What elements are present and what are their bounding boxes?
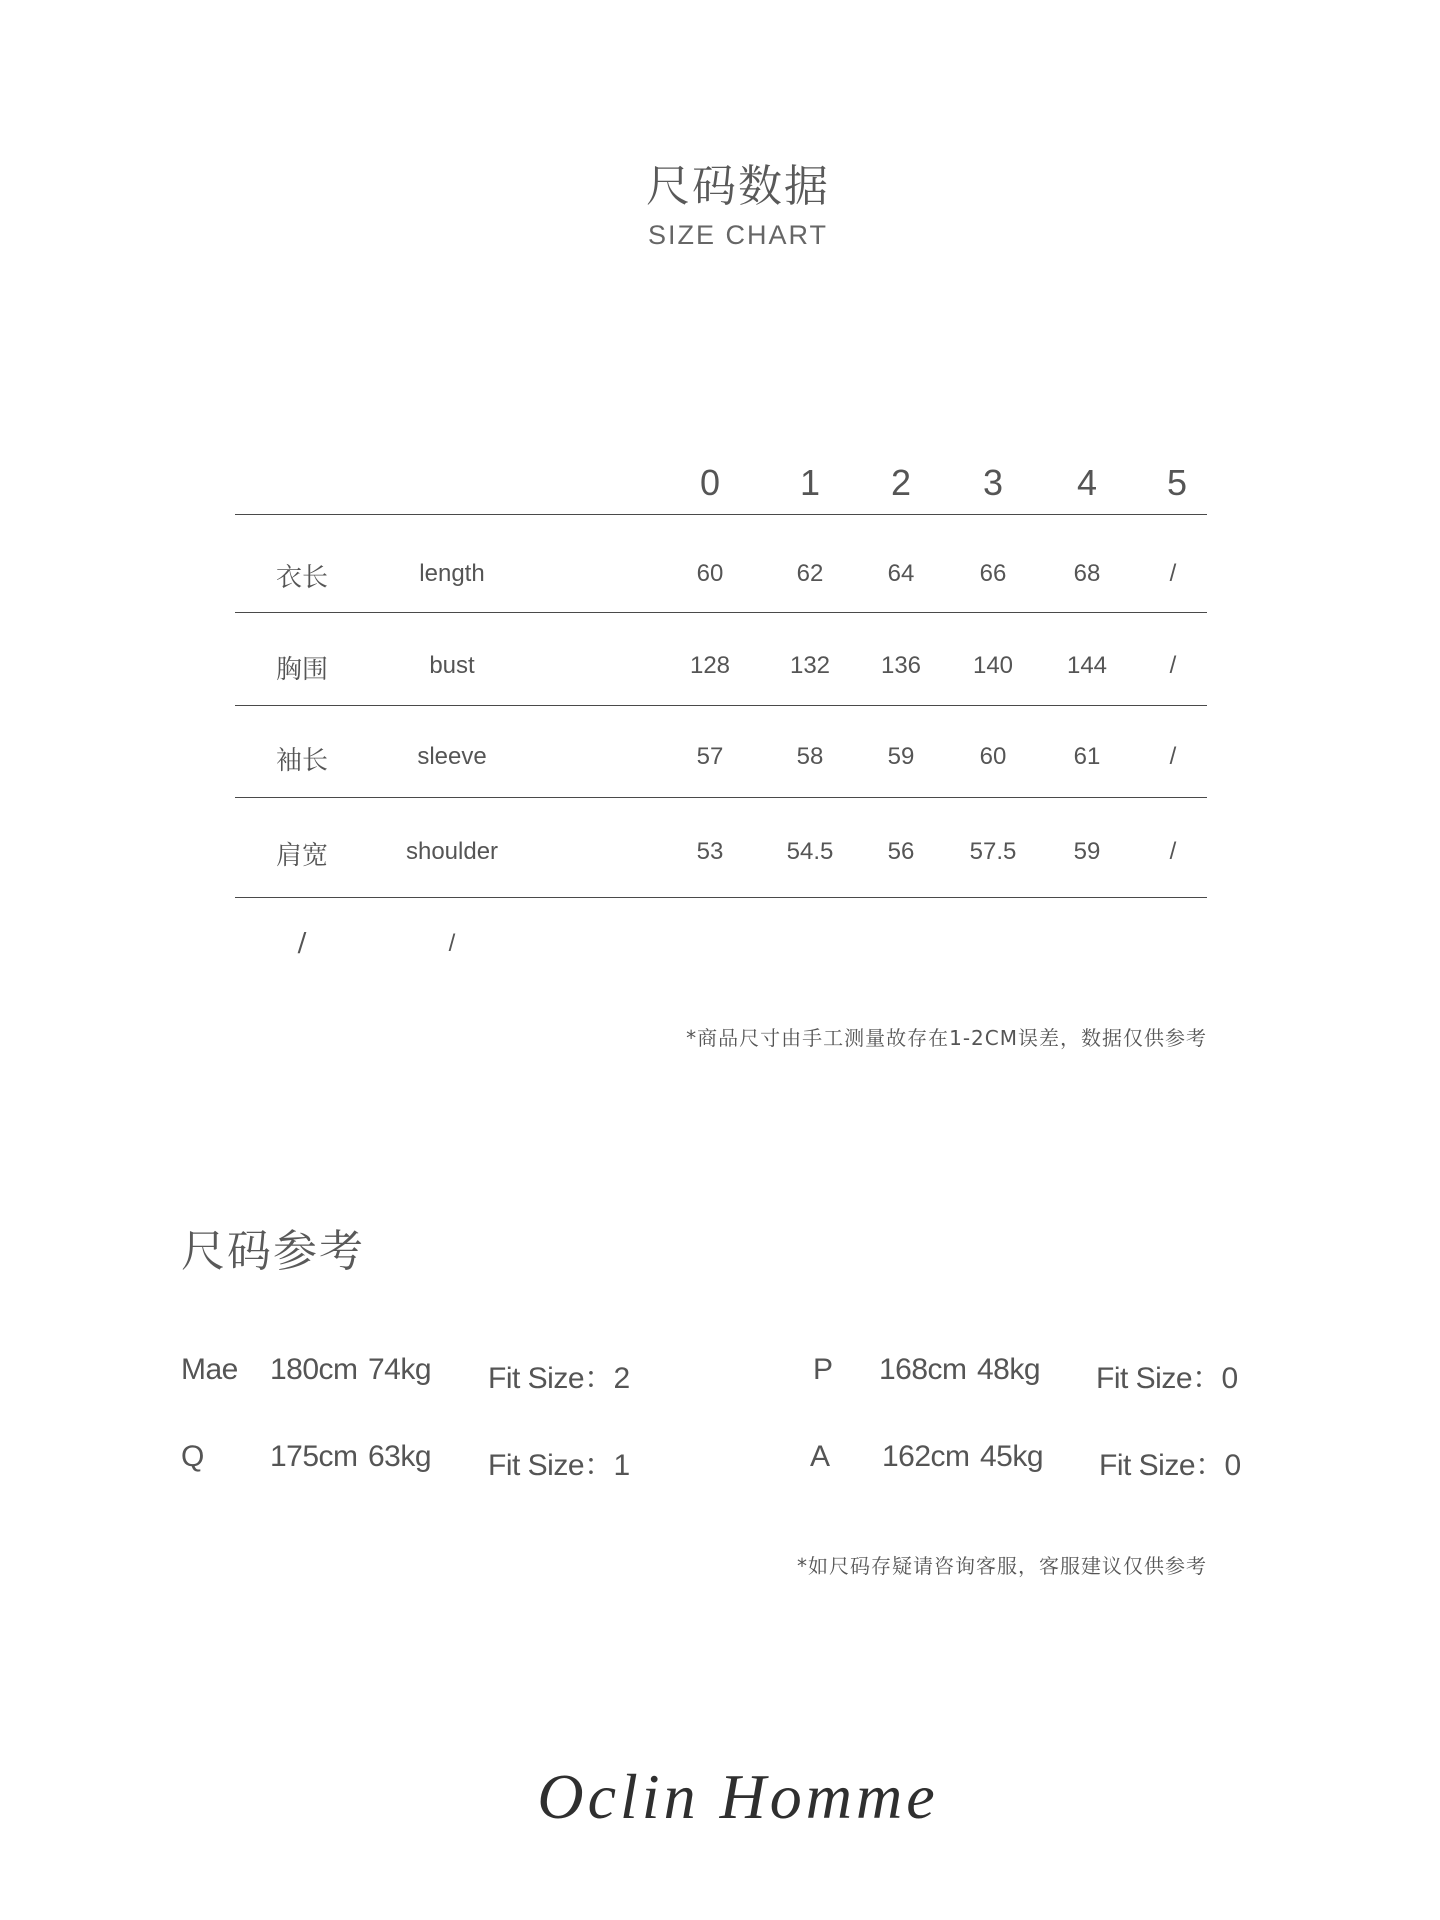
- reference-title: 尺码参考: [181, 1226, 365, 1277]
- table-divider: [235, 797, 1207, 798]
- table-cell: /: [1169, 652, 1177, 679]
- table-cell: 60: [696, 560, 724, 587]
- row-label-cn: 胸围: [275, 655, 328, 685]
- table-cell: /: [1169, 560, 1177, 587]
- table-cell: 53: [696, 838, 724, 865]
- page-subtitle: SIZE CHART: [647, 220, 829, 250]
- measurement-note: *商品尺寸由手工测量故存在1-2CM误差，数据仅供参考: [686, 1026, 1207, 1050]
- table-divider: [235, 612, 1207, 613]
- model-name: Q: [181, 1440, 204, 1473]
- table-divider: [235, 514, 1207, 515]
- model-weight: 48kg: [977, 1353, 1041, 1386]
- model-weight: 74kg: [368, 1353, 432, 1386]
- table-cell: /: [1169, 743, 1177, 770]
- table-cell: 62: [796, 560, 824, 587]
- table-divider: [235, 897, 1207, 898]
- service-note: *如尺码存疑请咨询客服，客服建议仅供参考: [797, 1554, 1207, 1578]
- size-header-3: 3: [982, 462, 1004, 503]
- row-label-en: sleeve: [417, 743, 487, 770]
- table-cell: 58: [796, 743, 824, 770]
- table-cell: 61: [1073, 743, 1101, 770]
- table-cell: 54.5: [786, 838, 834, 865]
- model-name: P: [813, 1353, 833, 1386]
- table-cell: 57.5: [969, 838, 1017, 865]
- row-label-en: shoulder: [405, 838, 499, 865]
- model-height: 162cm: [882, 1440, 970, 1473]
- row-label-cn: 袖长: [275, 746, 328, 776]
- row-label-en: length: [419, 560, 485, 587]
- model-height: 168cm: [879, 1353, 967, 1386]
- size-header-5: 5: [1166, 462, 1188, 503]
- table-cell: 140: [972, 652, 1014, 679]
- table-cell: 128: [689, 652, 731, 679]
- size-header-0: 0: [699, 462, 721, 503]
- table-cell: 59: [887, 743, 915, 770]
- table-cell: 60: [979, 743, 1007, 770]
- table-divider: [235, 705, 1207, 706]
- model-fit-size: Fit Size：0: [1096, 1362, 1238, 1395]
- table-cell: 66: [979, 560, 1007, 587]
- model-fit-size: Fit Size：2: [488, 1362, 630, 1395]
- model-name: A: [810, 1440, 830, 1473]
- model-weight: 63kg: [368, 1440, 432, 1473]
- row-label-en: /: [448, 930, 456, 957]
- table-cell: 132: [789, 652, 831, 679]
- table-cell: 64: [887, 560, 915, 587]
- table-cell: 57: [696, 743, 724, 770]
- table-cell: 136: [880, 652, 922, 679]
- table-cell: 59: [1073, 838, 1101, 865]
- table-cell: /: [1169, 838, 1177, 865]
- row-label-cn: 衣长: [275, 563, 328, 593]
- size-header-1: 1: [799, 462, 821, 503]
- model-height: 175cm: [270, 1440, 358, 1473]
- model-height: 180cm: [270, 1353, 358, 1386]
- table-cell: 56: [887, 838, 915, 865]
- model-name: Mae: [181, 1353, 238, 1386]
- row-label-en: bust: [429, 652, 475, 679]
- table-cell: 68: [1073, 560, 1101, 587]
- table-cell: 144: [1066, 652, 1108, 679]
- row-label-cn: 肩宽: [275, 841, 328, 871]
- page-title: 尺码数据: [646, 161, 830, 212]
- model-fit-size: Fit Size：1: [488, 1449, 630, 1482]
- brand-logo: Oclin Homme: [537, 1761, 939, 1832]
- row-label-cn: /: [297, 928, 307, 958]
- size-header-4: 4: [1076, 462, 1098, 503]
- model-fit-size: Fit Size：0: [1099, 1449, 1241, 1482]
- size-header-2: 2: [890, 462, 912, 503]
- model-weight: 45kg: [980, 1440, 1044, 1473]
